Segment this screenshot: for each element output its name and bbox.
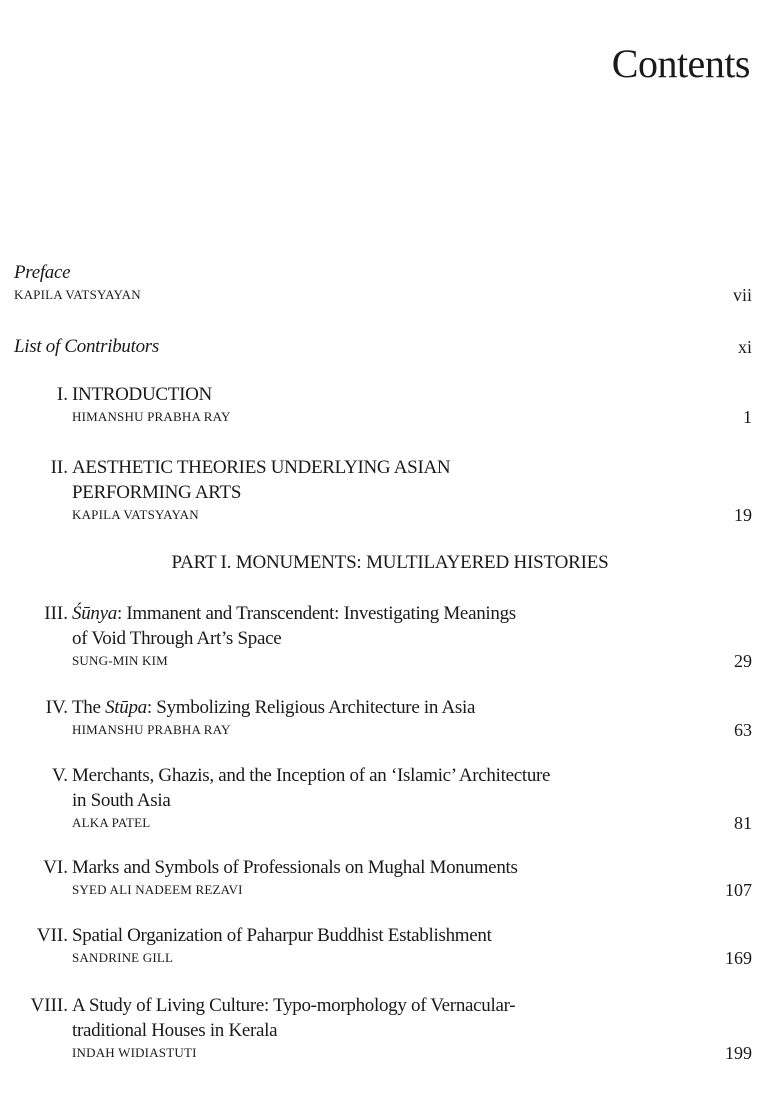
- title-segment: Marks and Symbols of Professionals on Mughal Monuments: [72, 857, 518, 878]
- title-segment: PERFORMING ARTS: [72, 482, 242, 503]
- page-number: 107: [725, 880, 752, 900]
- entry-title-line: [72, 695, 475, 720]
- entry-title-line: [14, 334, 159, 359]
- chapter-number: I.: [56, 384, 68, 405]
- title-segment: The: [72, 697, 106, 718]
- chapter-number: V.: [51, 765, 68, 786]
- entry-author: SUNG-MIN KIM: [72, 653, 168, 668]
- page-number: vii: [732, 285, 752, 305]
- entry-author: ALKA PATEL: [72, 815, 151, 830]
- page-number: 19: [734, 505, 752, 525]
- entry-title-line: [72, 480, 241, 505]
- entry-author: HIMANSHU PRABHA RAY: [72, 409, 231, 424]
- entry-title-line: [72, 382, 212, 407]
- title-segment: INTRODUCTION: [72, 384, 212, 405]
- entry-title-line: [14, 260, 70, 285]
- entry-author: SYED ALI NADEEM REZAVI: [72, 882, 243, 897]
- page-number: 29: [734, 651, 752, 671]
- title-segment: Stūpa: [105, 697, 147, 718]
- entry-title-line: [72, 601, 516, 626]
- entry-author: KAPILA VATSYAYAN: [14, 287, 141, 302]
- title-segment: Preface: [14, 262, 71, 283]
- page-number: 81: [734, 813, 752, 833]
- title-segment: traditional Houses in Kerala: [72, 1020, 278, 1041]
- entry-author: HIMANSHU PRABHA RAY: [72, 722, 231, 737]
- title-segment: : Immanent and Transcendent: Investigating Meanings: [116, 603, 516, 624]
- entry-title-line: [72, 923, 492, 948]
- entry-title-line: [72, 993, 515, 1018]
- title-segment: Śūnya: [72, 603, 117, 624]
- entry-title-line: [72, 855, 518, 880]
- page-number: 1: [743, 407, 752, 427]
- entry-author: KAPILA VATSYAYAN: [72, 507, 199, 522]
- title-segment: A Study of Living Culture: Typo-morphology of Vernacular-: [72, 995, 516, 1016]
- title-segment: AESTHETIC THEORIES UNDERLYING ASIAN: [72, 457, 451, 478]
- chapter-number: VII.: [36, 925, 68, 946]
- page-number: 199: [725, 1043, 752, 1063]
- entry-title-line: [72, 626, 281, 651]
- entry-author: SANDRINE GILL: [72, 950, 174, 965]
- entry-title-line: [72, 455, 450, 480]
- title-segment: : Symbolizing Religious Architecture in Asia: [146, 697, 476, 718]
- chapter-number: VIII.: [30, 995, 68, 1016]
- part-heading: PART I. MONUMENTS: MULTILAYERED HISTORIES: [171, 552, 609, 573]
- page-number: 63: [734, 720, 752, 740]
- title-segment: Merchants, Ghazis, and the Inception of an ‘Islamic’ Architecture: [72, 765, 551, 786]
- title-segment: in South Asia: [72, 790, 171, 811]
- entry-title-line: [72, 763, 550, 788]
- page-title: Contents: [611, 41, 750, 86]
- page-number: 169: [725, 948, 752, 968]
- entry-author: INDAH WIDIASTUTI: [72, 1045, 197, 1060]
- chapter-number: VI.: [43, 857, 68, 878]
- title-segment: Spatial Organization of Paharpur Buddhist Establishment: [72, 925, 492, 946]
- chapter-number: II.: [50, 457, 68, 478]
- entry-title-line: [72, 1018, 277, 1043]
- chapter-number: IV.: [45, 697, 68, 718]
- title-segment: List of Contributors: [14, 336, 159, 357]
- page-number: xi: [737, 337, 752, 357]
- entry-title-line: [72, 788, 171, 813]
- title-segment: of Void Through Art’s Space: [72, 628, 282, 649]
- chapter-number: III.: [44, 603, 68, 624]
